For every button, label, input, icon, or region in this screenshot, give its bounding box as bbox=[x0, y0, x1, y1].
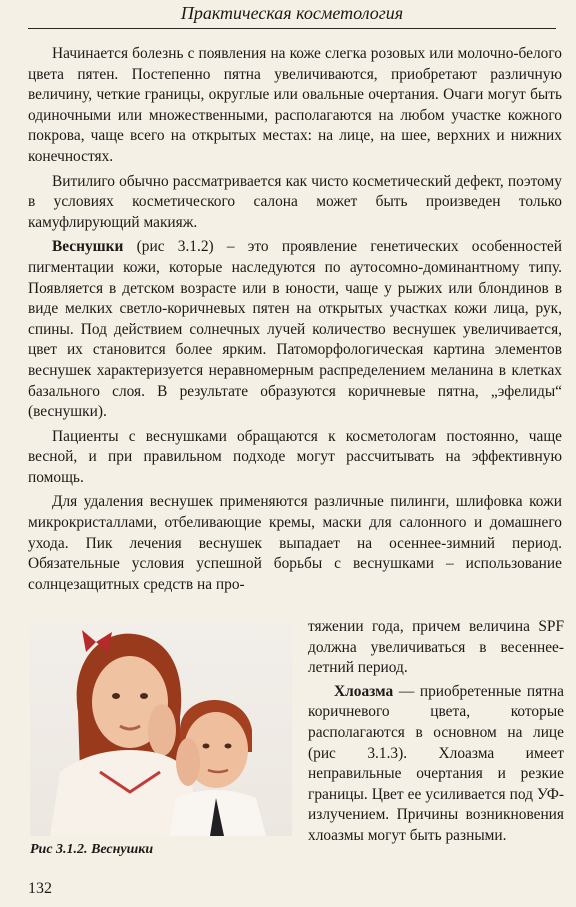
caption-text: Веснушки bbox=[87, 842, 154, 857]
running-header bbox=[28, 0, 556, 29]
paragraph-freckles-removal-cont: тяжении года, причем величина SPF должна увеличиваться в весеннее-летний период. bbox=[308, 618, 564, 677]
paragraph-freckles-removal: Для удаления веснушек применяются различные пилинги, шлифовка кожи микрокристаллами, отбеливающие кремы, маски для салонного и домашнего ухода. Пик лечения веснушек выпадает на осеннее-зимний период. Обязательные условия успешной борьбы с веснушками – использование солнцезащитных средств на про- bbox=[28, 493, 562, 593]
paragraph-chloasma bbox=[308, 682, 564, 847]
paragraph-freckles bbox=[28, 237, 562, 422]
paragraph-vitiligo-onset: Начинается болезнь с появления на коже слегка розовых или молочно-белого цвета пятен. Постепенно пятна увеличиваются, приобретают различную величину, четкие границы, округлые или овальные очертания. Очаги могут быть одиночными или множественными, располагаются на любом участке кожного покрова, чаще всего на открытых местах: на лице, на шее, верхних и нижних конечностях. bbox=[28, 45, 562, 165]
chloasma-definition: — приобретенные пятна коричневого цвета, которые располагаются в основном на лице (рис 3.1.3). Хлоазма имеет неправильные очертания и резкие границы. Цвет ее усиливается под УФ-излучением. Причины возникновения хлоазмы могут быть разными. bbox=[308, 682, 564, 844]
term-freckles: Веснушки bbox=[52, 238, 124, 256]
freckles-definition: (рис 3.1.2) – это проявление генетических особенностей пигментации кожи, которые наследуются по аутосомно-доминантному типу. Появляется в детском возрасте или в юности, чаще у рыжих или блондинов в виде мелких светло-коричневых пятен на открытых участках кожи лица, рук, спины. Под действием солнечных лучей количество веснушек увеличивается, цвет их становится более ярким. Патоморфологическая картина элементов веснушек характеризуется неравномерным распределением меланина в клетках базального слоя. В результате образуются коричневые пятна, „эфелиды“ (веснушки). bbox=[28, 238, 562, 421]
freckles-photo bbox=[30, 622, 292, 836]
page-number: 132 bbox=[28, 880, 52, 897]
paragraph-vitiligo-treatment: Витилиго обычно рассматривается как чисто косметический дефект, поэтому в условиях косметического салона может быть произведен только камуфлирующий макияж. bbox=[28, 172, 562, 231]
side-text bbox=[308, 617, 564, 847]
header-title: Практическая косметология bbox=[180, 3, 404, 23]
term-chloasma: Хлоазма bbox=[334, 682, 394, 700]
caption-label: Рис 3.1.2. bbox=[30, 842, 88, 857]
paragraph-freckles-patients: Пациенты с веснушками обращаются к косметологам постоянно, чаще весной, и при правильном подходе могут рассчитывать на эффективную помощь. bbox=[28, 427, 562, 486]
main-text bbox=[28, 44, 562, 599]
figure-caption bbox=[30, 842, 292, 858]
